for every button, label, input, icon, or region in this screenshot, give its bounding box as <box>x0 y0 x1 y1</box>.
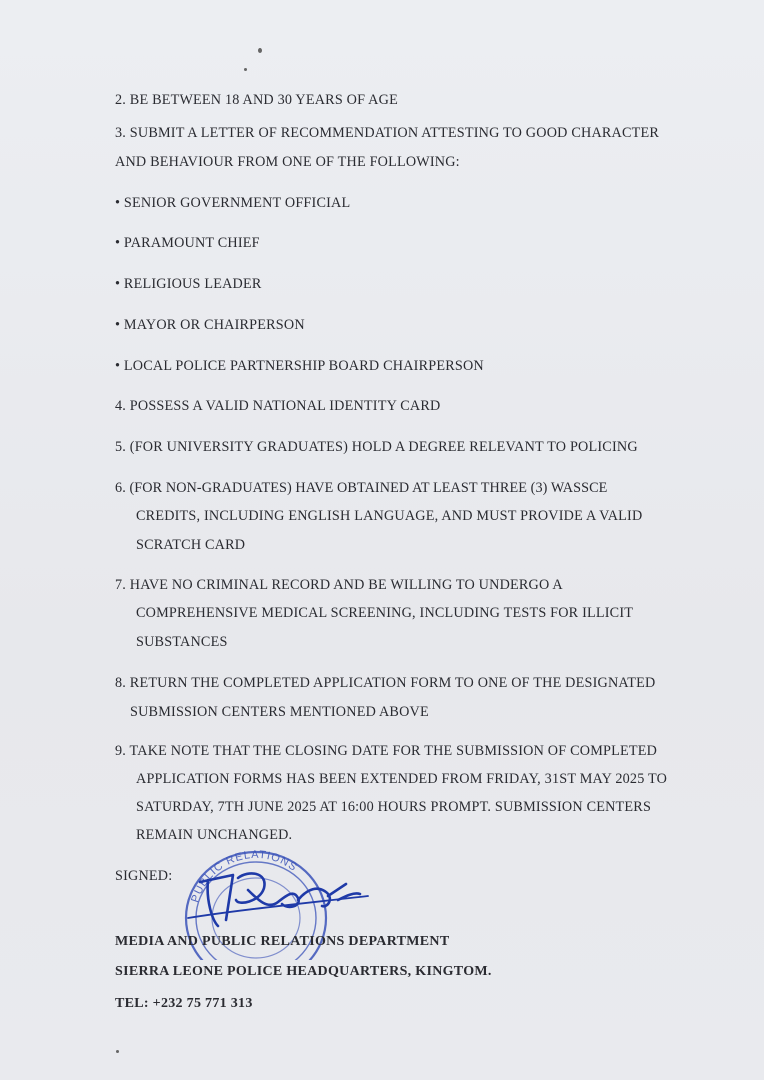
stamp-text: PUBLIC RELATIONS <box>189 848 300 905</box>
item-8-line-2: SUBMISSION CENTERS MENTIONED ABOVE <box>130 704 429 720</box>
item-4: 4. POSSESS A VALID NATIONAL IDENTITY CARD <box>115 398 441 414</box>
item-2: 2. BE BETWEEN 18 AND 30 YEARS OF AGE <box>115 92 398 108</box>
item-7-line-3: SUBSTANCES <box>136 634 228 650</box>
svg-text:PUBLIC RELATIONS <box>189 849 299 904</box>
speck <box>258 48 262 53</box>
bullet-senior-government-official: • SENIOR GOVERNMENT OFFICIAL <box>115 194 350 212</box>
speck <box>244 68 247 71</box>
speck <box>116 1050 119 1053</box>
item-7-line-2: COMPREHENSIVE MEDICAL SCREENING, INCLUDING TESTS FOR ILLICIT <box>136 605 634 621</box>
item-3-line-1: 3. SUBMIT A LETTER OF RECOMMENDATION ATTESTING TO GOOD CHARACTER <box>115 125 660 141</box>
item-5: 5. (FOR UNIVERSITY GRADUATES) HOLD A DEGREE RELEVANT TO POLICING <box>115 439 638 455</box>
bullet-local-police-board: • LOCAL POLICE PARTNERSHIP BOARD CHAIRPERSON <box>115 357 484 375</box>
item-6-line-2: CREDITS, INCLUDING ENGLISH LANGUAGE, AND MUST PROVIDE A VALID <box>136 508 643 524</box>
item-6-line-1: 6. (FOR NON-GRADUATES) HAVE OBTAINED AT LEAST THREE (3) WASSCE <box>115 480 608 496</box>
telephone: TEL: +232 75 771 313 <box>115 996 253 1011</box>
item-9-line-4: REMAIN UNCHANGED. <box>136 827 293 843</box>
item-9-line-2: APPLICATION FORMS HAS BEEN EXTENDED FROM FRIDAY, 31ST MAY 2025 TO <box>136 771 668 787</box>
bullet-paramount-chief: • PARAMOUNT CHIEF <box>115 234 260 252</box>
item-7-line-1: 7. HAVE NO CRIMINAL RECORD AND BE WILLING TO UNDERGO A <box>115 577 563 593</box>
item-8-line-1: 8. RETURN THE COMPLETED APPLICATION FORM TO ONE OF THE DESIGNATED <box>115 675 656 691</box>
department-name: MEDIA AND PUBLIC RELATIONS DEPARTMENT <box>115 934 450 949</box>
item-3-line-2: AND BEHAVIOUR FROM ONE OF THE FOLLOWING: <box>115 154 460 170</box>
signed-label: SIGNED: <box>115 868 173 884</box>
item-9-line-1: 9. TAKE NOTE THAT THE CLOSING DATE FOR THE SUBMISSION OF COMPLETED <box>115 743 658 759</box>
item-9-line-3: SATURDAY, 7TH JUNE 2025 AT 16:00 HOURS PROMPT. SUBMISSION CENTERS <box>136 799 652 815</box>
bullet-religious-leader: • RELIGIOUS LEADER <box>115 275 262 293</box>
headquarters-address: SIERRA LEONE POLICE HEADQUARTERS, KINGTOM. <box>115 964 492 979</box>
item-6-line-3: SCRATCH CARD <box>136 537 246 553</box>
bullet-mayor-or-chairperson: • MAYOR OR CHAIRPERSON <box>115 316 305 334</box>
